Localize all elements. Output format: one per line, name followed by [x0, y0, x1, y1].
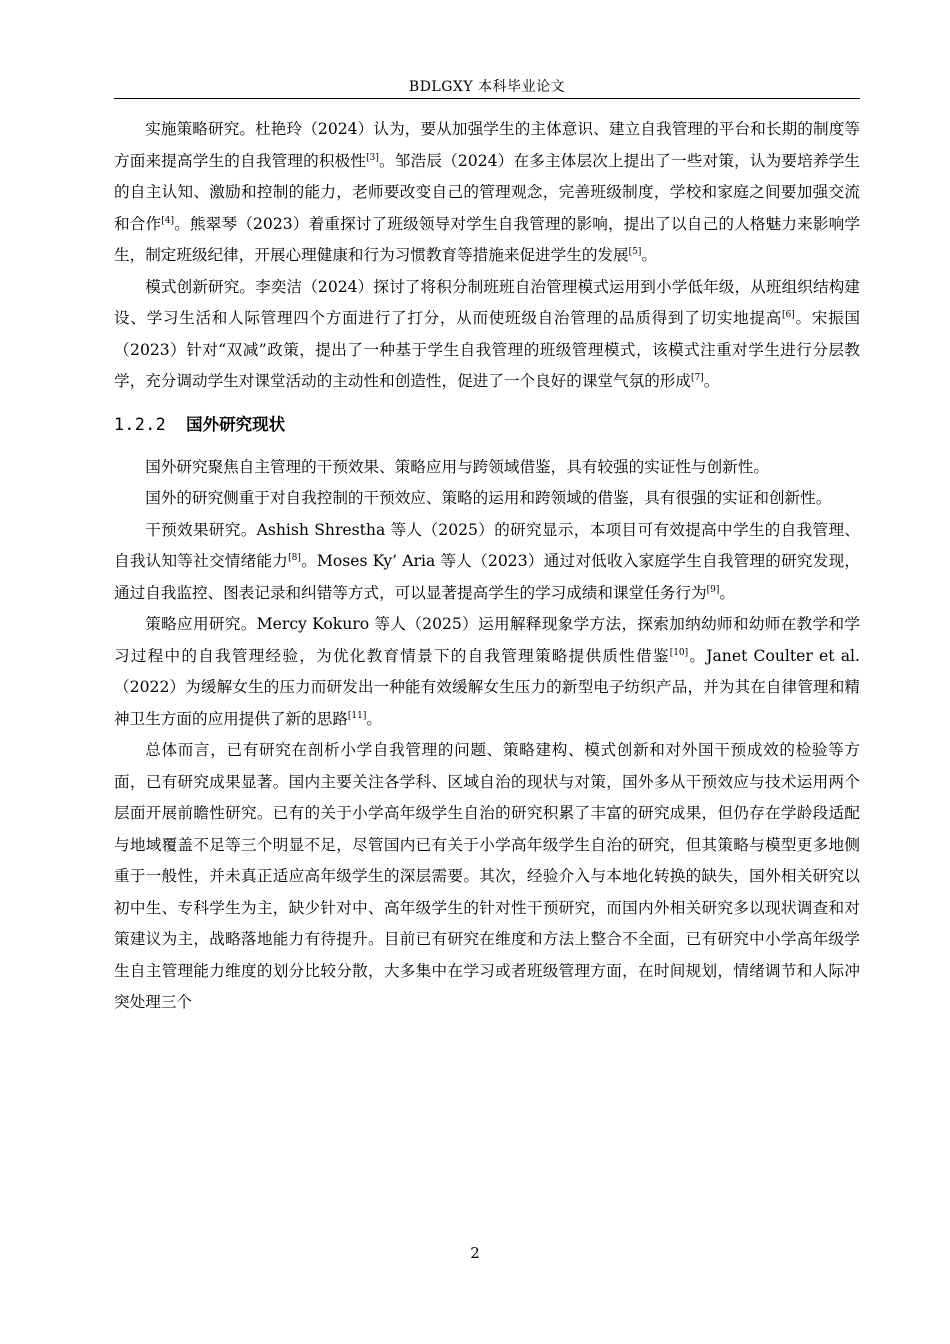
- paragraph-text: 实施策略研究。杜艳玲（2024）认为，要从加强学生的主体意识、建立自我管理的平台和长期的制度等方面来提高学生的自我管理的积极性: [114, 120, 860, 170]
- paragraph-text: 。Janet Coulter et al.（2022）为缓解女生的压力而研发出一种能有效缓解女生压力的新型电子纺织产品，并为其在自律管理和精神卫生方面的应用提供了新的思路: [114, 646, 860, 728]
- paragraph-text: 。: [641, 246, 657, 264]
- running-header: BDLGXY 本科毕业论文: [408, 79, 566, 95]
- page-number: 2: [470, 1244, 480, 1262]
- paragraph: [114, 272, 860, 398]
- paragraph-text: 。: [366, 709, 383, 728]
- section-heading: [114, 411, 860, 439]
- paragraph-text: 国外的研究侧重于对自我控制的干预效应、策略的运用和跨领域的借鉴，具有很强的实证和创新性。: [145, 489, 832, 507]
- paragraph: [114, 735, 860, 1019]
- citation-ref: [11]: [347, 710, 367, 721]
- paragraph-group-bottom: [114, 452, 860, 1019]
- paragraph: [114, 609, 860, 735]
- paragraph: [114, 452, 860, 484]
- paragraph-text: 。宋振国（2023）针对“双减”政策，提出了一种基于学生自我管理的班级管理模式，该模式注重对学生进行分层教学，充分调动学生对课堂活动的主动性和创造性，促进了一个良好的课堂气氛的形成: [114, 309, 860, 390]
- paragraph: [114, 515, 860, 610]
- section-title: 国外研究现状: [186, 414, 286, 434]
- paragraph-text: 。邹浩辰（2024）在多主体层次上提出了一些对策，认为要培养学生的自主认知、激励和控制的能力，老师要改变自己的管理观念，完善班级制度，学校和家庭之间要加强交流和合作: [114, 151, 860, 233]
- citation-ref: [4]: [161, 215, 175, 226]
- citation-ref: [6]: [782, 309, 795, 320]
- section-number: 1.2.2: [114, 414, 167, 434]
- paragraph-text: 。: [719, 583, 735, 602]
- paragraph: [114, 114, 860, 272]
- paragraph-text: 模式创新研究。李奕洁（2024）探讨了将积分制班班自治管理模式运用到小学低年级，从班组织结构建设、学习生活和人际管理四个方面进行了打分，从而使班级自治管理的品质得到了切实地提高: [114, 277, 860, 327]
- header-rule: [114, 98, 860, 99]
- paragraph-text: 国外研究聚焦自主管理的干预效果、策略应用与跨领域借鉴，具有较强的实证性与创新性。: [145, 457, 769, 476]
- citation-ref: [10]: [669, 647, 689, 658]
- paragraph-group-top: [114, 114, 860, 398]
- paragraph: [114, 483, 860, 515]
- paragraph-text: 干预效果研究。Ashish Shrestha 等人（2025）的研究显示，本项目可有效提高中学生的自我管理、自我认知等社交情绪能力: [114, 520, 860, 570]
- citation-ref: [8]: [288, 552, 301, 563]
- citation-ref: [9]: [706, 584, 720, 595]
- body-text: [114, 114, 860, 1019]
- citation-ref: [7]: [690, 372, 704, 383]
- citation-ref: [5]: [628, 246, 642, 257]
- paragraph-text: 。: [703, 372, 720, 390]
- citation-ref: [3]: [366, 152, 379, 163]
- paragraph-text: 总体而言，已有研究在剖析小学自我管理的问题、策略建构、模式创新和对外国干预成效的检验等方面，已有研究成果显著。国内主要关注各学科、区域自治的现状与对策，国外多从干预效应与技术运用两个层面开展前瞻性研究。已有的关于小学高年级学生自治的研究积累了丰富的研究成果，但仍存在学龄段适配与地域覆盖不足等三个明显不足，尽管国内已有关于小学高年级学生自治的研究，但其策略与模型更多地侧重于一般性，并未真正适应高年级学生的深层需要。其次，经验介入与本地化转换的缺失，国外相关研究以初中生、专科学生为主，缺少针对中、高年级学生的针对性干预研究，而国内外相关研究多以现状调查和对策建议为主，战略落地能力有待提升。目前已有研究在维度和方法上整合不全面，已有研究中小学高年级学生自主管理能力维度的划分比较分散，大多集中在学习或者班级管理方面，在时间规划，情绪调节和人际冲突处理三个: [114, 741, 860, 1011]
- paragraph-text: 策略应用研究。Mercy Kokuro 等人（2025）运用解释现象学方法，探索加纳幼师和幼师在教学和学习过程中的自我管理经验，为优化教育情景下的自我管理策略提供质性借鉴: [114, 615, 860, 665]
- paragraph-text: 。熊翠琴（2023）着重探讨了班级领导对学生自我管理的影响，提出了以自己的人格魅力来影响学生，制定班级纪律，开展心理健康和行为习惯教育等措施来促进学生的发展: [114, 214, 860, 264]
- paragraph-text: 。Moses Ky’ Aria 等人（2023）通过对低收入家庭学生自我管理的研究发现，通过自我监控、图表记录和纠错等方式，可以显著提高学生的学习成绩和课堂任务行为: [114, 552, 860, 602]
